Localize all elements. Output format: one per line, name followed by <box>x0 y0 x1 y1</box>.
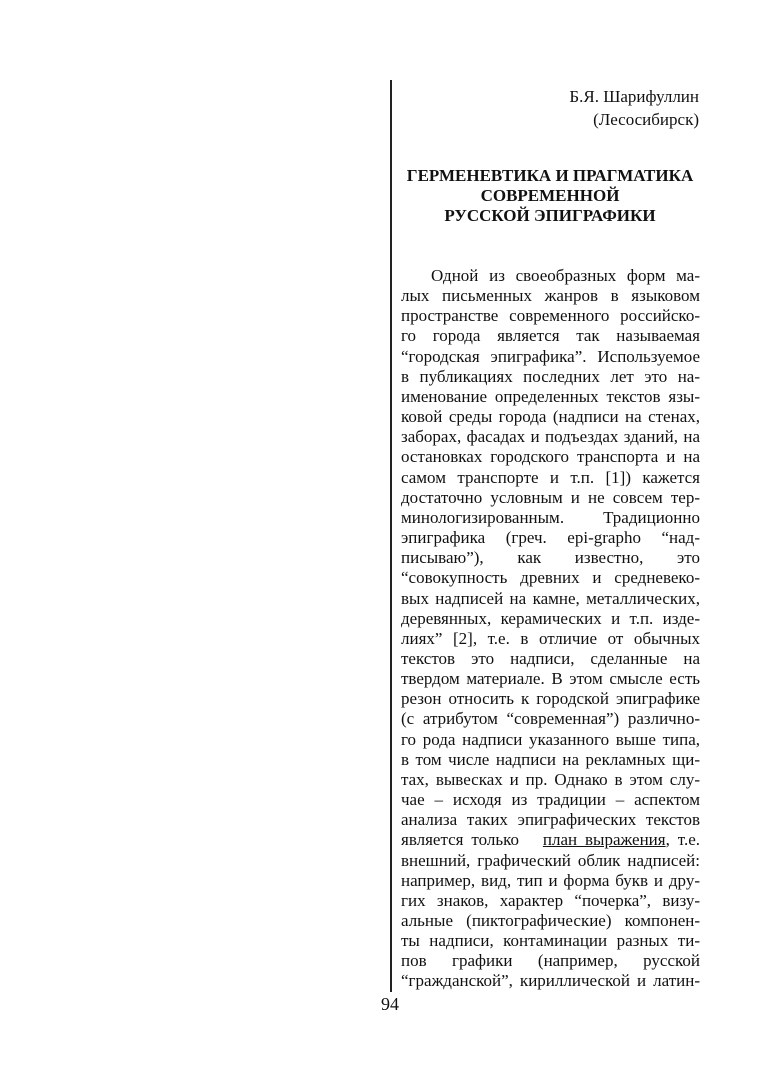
body-line: пов графики (например, русской <box>401 951 700 971</box>
body-line: внешний, графический облик надписей: <box>401 850 700 870</box>
body-line: писываю”), как известно, это <box>401 548 700 568</box>
body-line: чае – исходя из традиции – аспектом <box>401 790 700 810</box>
body-line: “городская эпиграфика”. Используемое <box>401 346 700 366</box>
body-line: ковой среды города (надписи на стенах, <box>401 407 700 427</box>
body-line: текстов это надписи, сделанные на <box>401 648 700 668</box>
body-line: самом транспорте и т.п. [1]) кажется <box>401 467 700 487</box>
body-line: в том числе надписи на рекламных щи- <box>401 749 700 769</box>
line-end: , т.е. <box>665 830 700 850</box>
body-line: тах, вывесках и пр. Однако в этом слу- <box>401 769 700 789</box>
title-line: РУССКОЙ ЭПИГРАФИКИ <box>444 206 656 225</box>
page-number: 94 <box>381 994 399 1014</box>
underlined-phrase: план выражения <box>542 830 666 850</box>
body-line: вых надписей на камне, металлических, <box>401 588 700 608</box>
body-line: ты надписи, контаминации разных ти- <box>401 931 700 951</box>
body-line: “гражданской”, кириллической и латин- <box>401 971 700 991</box>
body-line: го города является так называемая <box>401 326 700 346</box>
title-line: СОВРЕМЕННОЙ <box>480 186 620 205</box>
title-line: ГЕРМЕНЕВТИКА И ПРАГМАТИКА <box>406 166 694 185</box>
body-line-with-underline <box>401 830 700 850</box>
body-line: например, вид, тип и форма букв и дру- <box>401 870 700 890</box>
body-line: минологизированным. Традиционно <box>401 507 700 527</box>
article-title <box>400 166 700 226</box>
body-line: остановках городского транспорта и на <box>401 447 700 467</box>
body-line: анализа таких эпиграфических текстов <box>401 810 700 830</box>
body-line: достаточно условным и не совсем тер- <box>401 487 700 507</box>
body-line: Одной из своеобразных форм ма- <box>431 266 700 285</box>
body-line: твердом материале. В этом смысле есть <box>401 669 700 689</box>
body-line: лых письменных жанров в языковом <box>401 286 700 306</box>
body-line: лиях” [2], т.е. в отличие от обычных <box>401 628 700 648</box>
body-line: “совокупность древних и средневеко- <box>401 568 700 588</box>
body-line: альные (пиктографические) компонен- <box>401 911 700 930</box>
body-line: гих знаков, характер “почерка”, визу- <box>401 890 700 910</box>
author-block <box>569 85 699 131</box>
body-line: деревянных, керамических и т.п. изде- <box>401 608 700 628</box>
body-line: эпиграфика (греч. epi-grapho “над- <box>401 528 700 548</box>
body-line: именование определенных текстов язы- <box>401 386 700 406</box>
body-line: резон относить к городской эпиграфике <box>401 689 700 709</box>
body-line: пространстве современного российско- <box>401 306 700 326</box>
body-line: заборах, фасадах и подъездах зданий, на <box>401 427 700 447</box>
vertical-rule <box>390 80 392 992</box>
body-line: в публикациях последних лет это на- <box>401 366 700 386</box>
author-city: (Лесосибирск) <box>593 110 699 129</box>
article-body <box>401 266 700 992</box>
body-line: го рода надписи указанного выше типа, <box>401 729 700 749</box>
line-start: является только <box>401 830 520 850</box>
author-name: Б.Я. Шарифуллин <box>569 87 699 106</box>
body-line: (с атрибутом “современная”) различно- <box>401 709 700 729</box>
